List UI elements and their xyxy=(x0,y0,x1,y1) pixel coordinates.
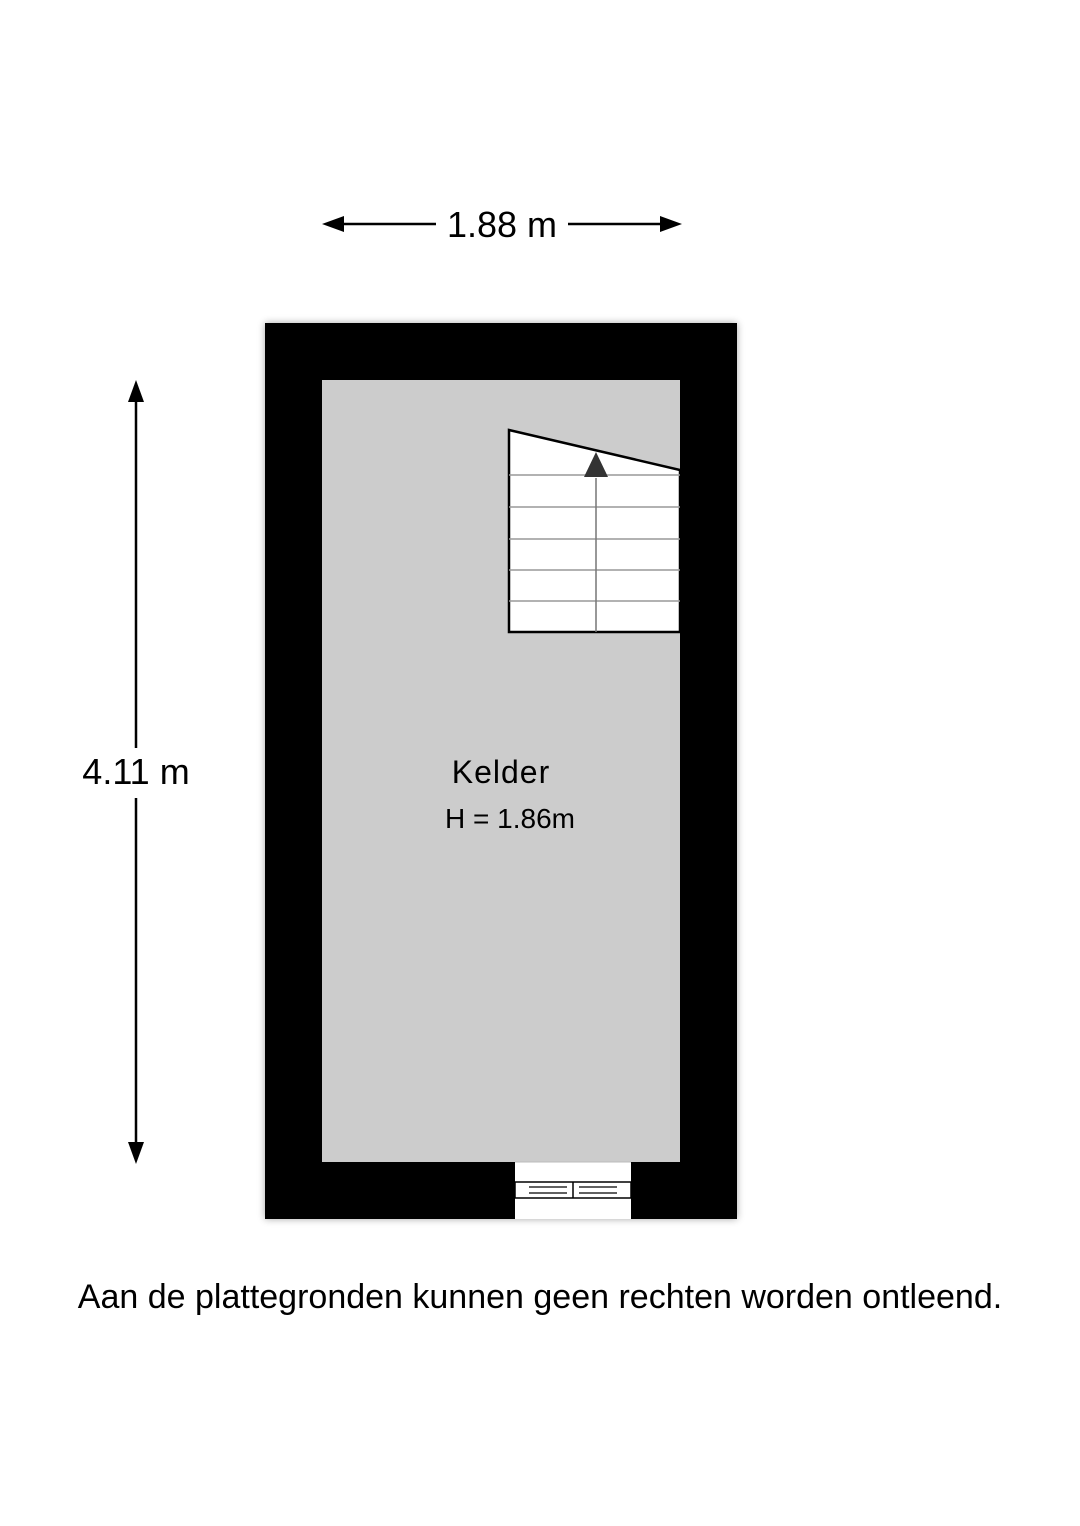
width-dimension-label: 1.88 m xyxy=(446,204,558,245)
height-arrow-down-icon xyxy=(128,1142,144,1164)
disclaimer: Aan de plattegronden kunnen geen rechten worden ontleend. xyxy=(77,1278,1003,1316)
room-height: H = 1.86m xyxy=(445,803,575,834)
window xyxy=(515,1162,631,1219)
width-dimension xyxy=(322,204,682,245)
width-arrow-right-icon xyxy=(660,216,682,232)
height-dimension xyxy=(82,380,189,1164)
room-name: Kelder xyxy=(451,754,551,790)
height-arrow-up-icon xyxy=(128,380,144,402)
width-arrow-left-icon xyxy=(322,216,344,232)
height-dimension-label: 4.11 m xyxy=(82,751,190,792)
